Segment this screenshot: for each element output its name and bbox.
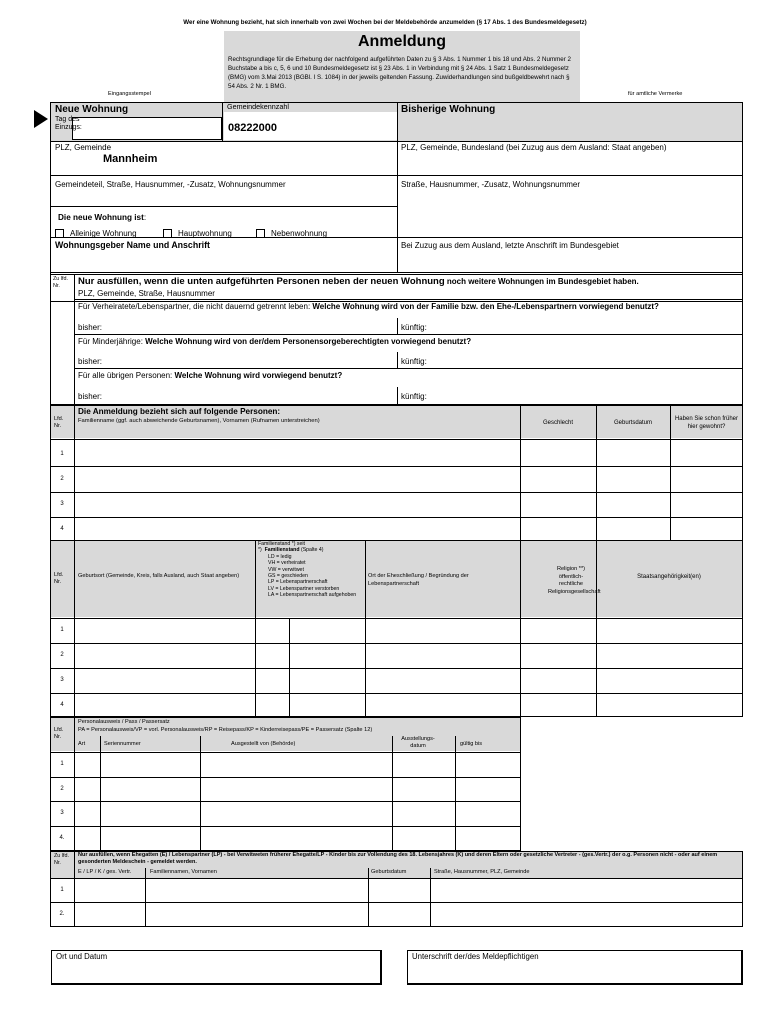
- arrow-right-icon: [34, 110, 48, 128]
- wohnungsgeber-label: Wohnungsgeber Name und Anschrift: [55, 240, 210, 250]
- strasse-label: Gemeindeteil, Straße, Hausnummer, -Zusatz, Wohnungsnummer: [55, 180, 286, 189]
- row-number: 1: [60, 887, 64, 893]
- nebenwohnung-checkbox[interactable]: [256, 229, 265, 238]
- kuenftig-label-1: künftig:: [401, 323, 427, 332]
- personen-heading: Die Anmeldung bezieht sich auf folgende Personen:: [78, 407, 281, 416]
- bisher-label-2: bisher:: [78, 357, 103, 366]
- row-number: 4: [60, 702, 64, 708]
- legal-text: Rechtsgrundlage für die Erhebung der nachfolgend aufgeführten Daten zu § 3 Abs. 1 Nummer 1 bis 18 und Abs. 2 Nummer 2 Buchstabe a bis c, 5, 6 und 10 Bundesmeldegesetz ist § 23 Abs. 1 in Verbindung mit § 24 Abs. 1 Satz 1 Bundesmeldegesetz (BMG) vom 3.Mai 2013 (BGBl. I S. 1084) in der jeweils geltenden Fassung. Zuwiderhandlungen sind bußgeldbewehrt nach § 54 Abs. 2 Nr. 1 BMG.: [228, 56, 571, 90]
- weitere-wohnungen-sub: PLZ, Gemeinde, Straße, Hausnummer: [78, 289, 215, 298]
- bisherige-strasse-label: Straße, Hausnummer, -Zusatz, Wohnungsnummer: [401, 180, 581, 189]
- familienname-header: Familienname (ggf. auch abweichende Geburtsnamen), Vornamen (Rufnamen unterstreichen): [78, 418, 320, 424]
- angehoerige-heading: Nur ausfüllen, wenn Ehegatten (E) / Lebenspartner (LP) - bei Verwitweten früherer Ehegatte/LP - Kinder bis zur Vollendung des 18. Lebensjahres (K) und deren Eltern oder gesetzliche Vertreter - (ges.Vertr.) der o.g. Personen nicht - oder auf einem gesonderten Meldeschein - gemeldet werden.: [78, 852, 718, 866]
- row-number: 3: [60, 501, 64, 507]
- seriennummer-header: Seriennummer: [104, 741, 141, 747]
- unterschrift-label: Unterschrift der/des Meldepflichtigen: [412, 952, 539, 961]
- uebrige-question: Für alle übrigen Personen: Welche Wohnung wird vorwiegend benutzt?: [78, 371, 343, 380]
- ausstellungsdatum-header: Ausstellungs-datum: [401, 736, 435, 750]
- row-number: 4: [60, 526, 64, 532]
- geburtsdatum-header: Geburtsdatum: [613, 420, 653, 426]
- frueher-gewohnt-header: Haben Sie schon früher hier gewohnt?: [674, 416, 739, 430]
- row-number: 2: [60, 476, 64, 482]
- row-number: 2: [60, 652, 64, 658]
- row-number: 3: [60, 810, 64, 816]
- page-title: Anmeldung: [358, 33, 446, 50]
- bisher-label-3: bisher:: [78, 392, 103, 401]
- top-notice: Wer eine Wohnung bezieht, hat sich innerhalb von zwei Wochen bei der Meldebehörde anzumelden (§ 17 Abs. 1 des Bundesmeldegesetz): [183, 19, 587, 26]
- neue-wohnung-ist-label: Die neue Wohnung ist:: [58, 213, 147, 222]
- row-number: 2: [60, 786, 64, 792]
- lfd-nr-header: Lfd. Nr.: [54, 416, 64, 429]
- geburtsdatum-header: Geburtsdatum: [371, 869, 407, 875]
- lfd-nr-header: Lfd. Nr.: [54, 572, 64, 585]
- geburtsort-table: [50, 540, 743, 717]
- e-lp-k-header: E / LP / K / ges. Vertr.: [78, 869, 132, 875]
- amtliche-vermerke-label: für amtliche Vermerke: [628, 91, 683, 97]
- verheiratete-question: Für Verheiratete/Lebenspartner, die nicht dauernd getrennt leben: Welche Wohnung wird von der Familie bzw. den Ehe-/Lebenspartnern vorwiegend benutzt?: [78, 302, 659, 311]
- row-number: 1: [60, 761, 64, 767]
- familiennamen-header: Familiennamen, Vornamen: [150, 869, 217, 875]
- nebenwohnung-label: Nebenwohnung: [271, 229, 328, 238]
- eingangsstempel-label: Eingangsstempel: [108, 91, 151, 97]
- ausweis-table: [50, 717, 521, 851]
- bisherige-plz-label: PLZ, Gemeinde, Bundesland (bei Zuzug aus dem Ausland: Staat angeben): [401, 143, 667, 152]
- neue-wohnung-heading: Neue Wohnung: [55, 104, 129, 115]
- row-number: 1: [60, 627, 64, 633]
- ort-datum-label: Ort und Datum: [56, 952, 108, 961]
- gueltig-bis-header: gültig bis: [460, 741, 483, 747]
- ausland-label: Bei Zuzug aus dem Ausland, letzte Anschrift im Bundesgebiet: [401, 241, 619, 250]
- zu-lfd-nr-header: Zu lfd. Nr.: [54, 853, 69, 866]
- row-number: 2.: [59, 911, 65, 917]
- familienstand-header: Familienstand *) seit *) Familienstand (Spalte 4) LD = ledig VH = verheiratet VW = verwitwet GS = geschieden LP = Lebenspartnerschaft LV = Lebenspartner verstorben LA = Lebenspartnerschaft aufgehoben: [258, 541, 357, 599]
- art-header: Art: [78, 741, 86, 747]
- bisherige-wohnung-heading: Bisherige Wohnung: [401, 104, 496, 115]
- weitere-wohnungen-heading: Nur ausfüllen, wenn die unten aufgeführten Personen neben der neuen Wohnung noch weitere Wohnungen im Bundesgebiet haben.: [78, 276, 639, 287]
- gemeindekennzahl-label: Gemeindekennzahl: [227, 102, 289, 111]
- geschlecht-header: Geschlecht: [542, 420, 573, 426]
- ausgestellt-von-header: Ausgestellt von (Behörde): [231, 741, 296, 747]
- zu-lfd-nr-label: Zu lfd. Nr.: [53, 276, 68, 289]
- staatsangehoerigkeit-header: Staatsangehörigkeit(en): [637, 574, 701, 580]
- row-number: 3: [60, 677, 64, 683]
- alleinige-wohnung-checkbox[interactable]: [55, 229, 64, 238]
- pass-header: Personalausweis / Pass / Passersatz: [78, 719, 170, 725]
- alleinige-wohnung-label: Alleinige Wohnung: [70, 229, 137, 238]
- plz-gemeinde-label: PLZ, Gemeinde: [55, 143, 112, 152]
- strasse-header: Straße, Hausnummer, PLZ, Gemeinde: [434, 869, 530, 875]
- pass-codes: PA = Personalausweis/VP = vorl. Personalausweis/RP = Reisepass/KP = Kinderreisepass/PE = Passersatz (Spalte 12): [78, 727, 373, 733]
- bisher-label-1: bisher:: [78, 323, 103, 332]
- hauptwohnung-label: Hauptwohnung: [178, 229, 232, 238]
- religion-header: Religion **) öffentlich-rechtliche Religionsgesellschaft: [548, 566, 601, 595]
- row-number: 1: [60, 451, 64, 457]
- tag-des-einzugs-label: Tag des Einzugs:: [55, 116, 82, 131]
- ort-datum-field[interactable]: [51, 950, 382, 985]
- row-number: 4.: [59, 835, 65, 841]
- gemeindekennzahl-value[interactable]: 08222000: [228, 122, 277, 134]
- kuenftig-label-2: künftig:: [401, 357, 427, 366]
- minderjaehrige-question: Für Minderjährige: Welche Wohnung wird von der/dem Personensorgeberechtigten vorwiegend benutzt?: [78, 337, 472, 346]
- gemeinde-value[interactable]: Mannheim: [103, 153, 158, 165]
- title-block: [224, 31, 580, 103]
- geburtsort-header: Geburtsort (Gemeinde, Kreis, falls Ausland, auch Staat angeben): [78, 573, 240, 579]
- unterschrift-field[interactable]: [407, 950, 743, 985]
- hauptwohnung-checkbox[interactable]: [163, 229, 172, 238]
- lfd-nr-header: Lfd. Nr.: [54, 727, 64, 740]
- ort-der-ehe-header: Ort der Eheschließung / Begründung der Lebenspartnerschaft: [368, 573, 469, 587]
- kuenftig-label-3: künftig:: [401, 392, 427, 401]
